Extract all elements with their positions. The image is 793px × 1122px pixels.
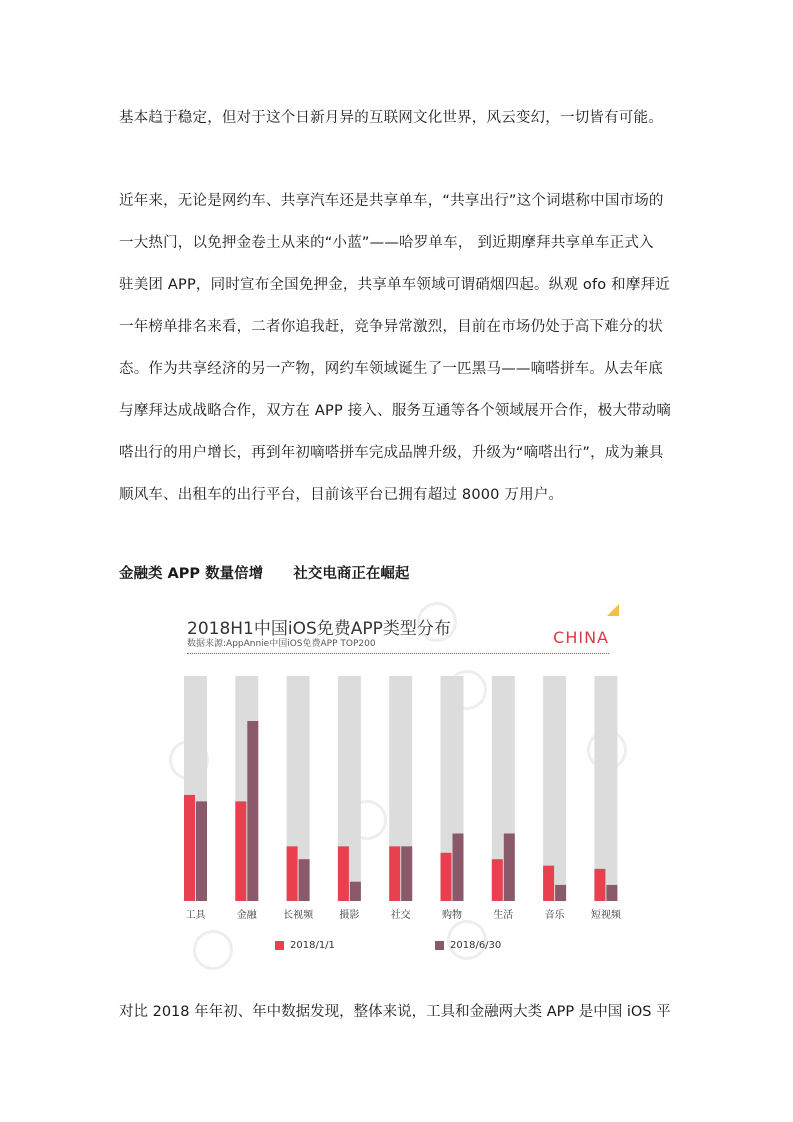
bar-series-2 xyxy=(606,885,617,901)
legend-item-2 xyxy=(435,940,501,951)
x-tick-label: 社交 xyxy=(390,910,411,921)
bar-series-2 xyxy=(504,834,515,902)
paragraph-3: 对比 2018 年年初、年中数据发现，整体来说，工具和金融两大类 APP 是中国 iOS 平 xyxy=(119,1004,671,1020)
bar-series-1 xyxy=(492,859,503,901)
legend-label: 2018/6/30 xyxy=(450,940,502,951)
legend-label: 2018/1/1 xyxy=(290,940,335,951)
paragraph-line: 顺风车、出租车的出行平台，目前该平台已拥有超过 8000 万用户。 xyxy=(119,487,564,503)
x-tick-label: 购物 xyxy=(442,910,462,921)
chart-figure xyxy=(147,600,647,984)
bar-series-2 xyxy=(350,882,361,901)
paragraph-line: 近年来，无论是网约车、共享汽车还是共享单车，“共享出行”这个词堪称中国市场的 xyxy=(119,193,664,209)
legend-swatch xyxy=(275,941,284,950)
bar-series-1 xyxy=(184,795,195,901)
paragraph-line: 态。作为共享经济的另一产物，网约车领域诞生了一匹黑马——嘀嗒拼车。从去年底 xyxy=(119,361,663,377)
x-tick-label: 音乐 xyxy=(544,910,565,921)
bar-series-1 xyxy=(543,866,554,901)
x-tick-label: 工具 xyxy=(185,910,206,921)
chart-subtitle: 数据来源:AppAnnie中国iOS免费APP TOP200 xyxy=(187,639,376,649)
paragraph-line: 嗒出行的用户增长，再到年初嘀嗒拼车完成品牌升级，升级为“嘀嗒出行”，成为兼具 xyxy=(119,445,664,461)
paragraph-line: 基本趋于稳定，但对于这个日新月异的互联网文化世界，风云变幻，一切皆有可能。 xyxy=(119,110,663,126)
chart-title: 2018H1中国iOS免费APP类型分布 xyxy=(187,619,451,639)
x-tick-label: 长视频 xyxy=(283,910,314,921)
legend-swatch xyxy=(435,941,444,950)
bar-series-2 xyxy=(299,859,310,901)
bar-series-2 xyxy=(401,846,412,901)
legend-item-1 xyxy=(275,940,335,951)
bar-plot xyxy=(147,600,647,984)
paragraph-line: 驻美团 APP，同时宣布全国免押金，共享单车领域可谓硝烟四起。纵观 ofo 和摩拜近 xyxy=(119,277,670,293)
bar-series-2 xyxy=(555,885,566,901)
bar-series-1 xyxy=(594,869,605,901)
paragraph-2 xyxy=(119,180,679,516)
bar-series-1 xyxy=(235,801,246,901)
bar-series-1 xyxy=(287,846,298,901)
x-tick-label: 生活 xyxy=(493,910,514,921)
brand-label: CHINA xyxy=(553,628,609,647)
section-heading: 金融类 APP 数量倍增 社交电商正在崛起 xyxy=(119,566,410,582)
x-tick-label: 摄影 xyxy=(339,910,360,921)
x-tick-label: 金融 xyxy=(236,910,257,921)
paragraph-line: 一年榜单排名来看，二者你追我赶，竞争异常激烈，目前在市场仍处于高下难分的状 xyxy=(119,319,663,335)
paragraph-1 xyxy=(119,97,679,139)
paragraph-line: 一大热门，以免押金卷土从来的“小蓝”——哈罗单车， 到近期摩拜共享单车正式入 xyxy=(119,235,654,251)
paragraph-line: 与摩拜达成战略合作，双方在 APP 接入、服务互通等各个领域展开合作，极大带动嘀 xyxy=(119,403,672,419)
background-bar xyxy=(594,676,617,901)
bar-series-2 xyxy=(247,721,258,901)
bar-series-2 xyxy=(196,801,207,901)
bar-series-1 xyxy=(338,846,349,901)
bar-series-1 xyxy=(389,846,400,901)
bar-series-1 xyxy=(441,853,452,901)
x-tick-label: 短视频 xyxy=(590,910,621,921)
bar-series-2 xyxy=(453,834,464,902)
